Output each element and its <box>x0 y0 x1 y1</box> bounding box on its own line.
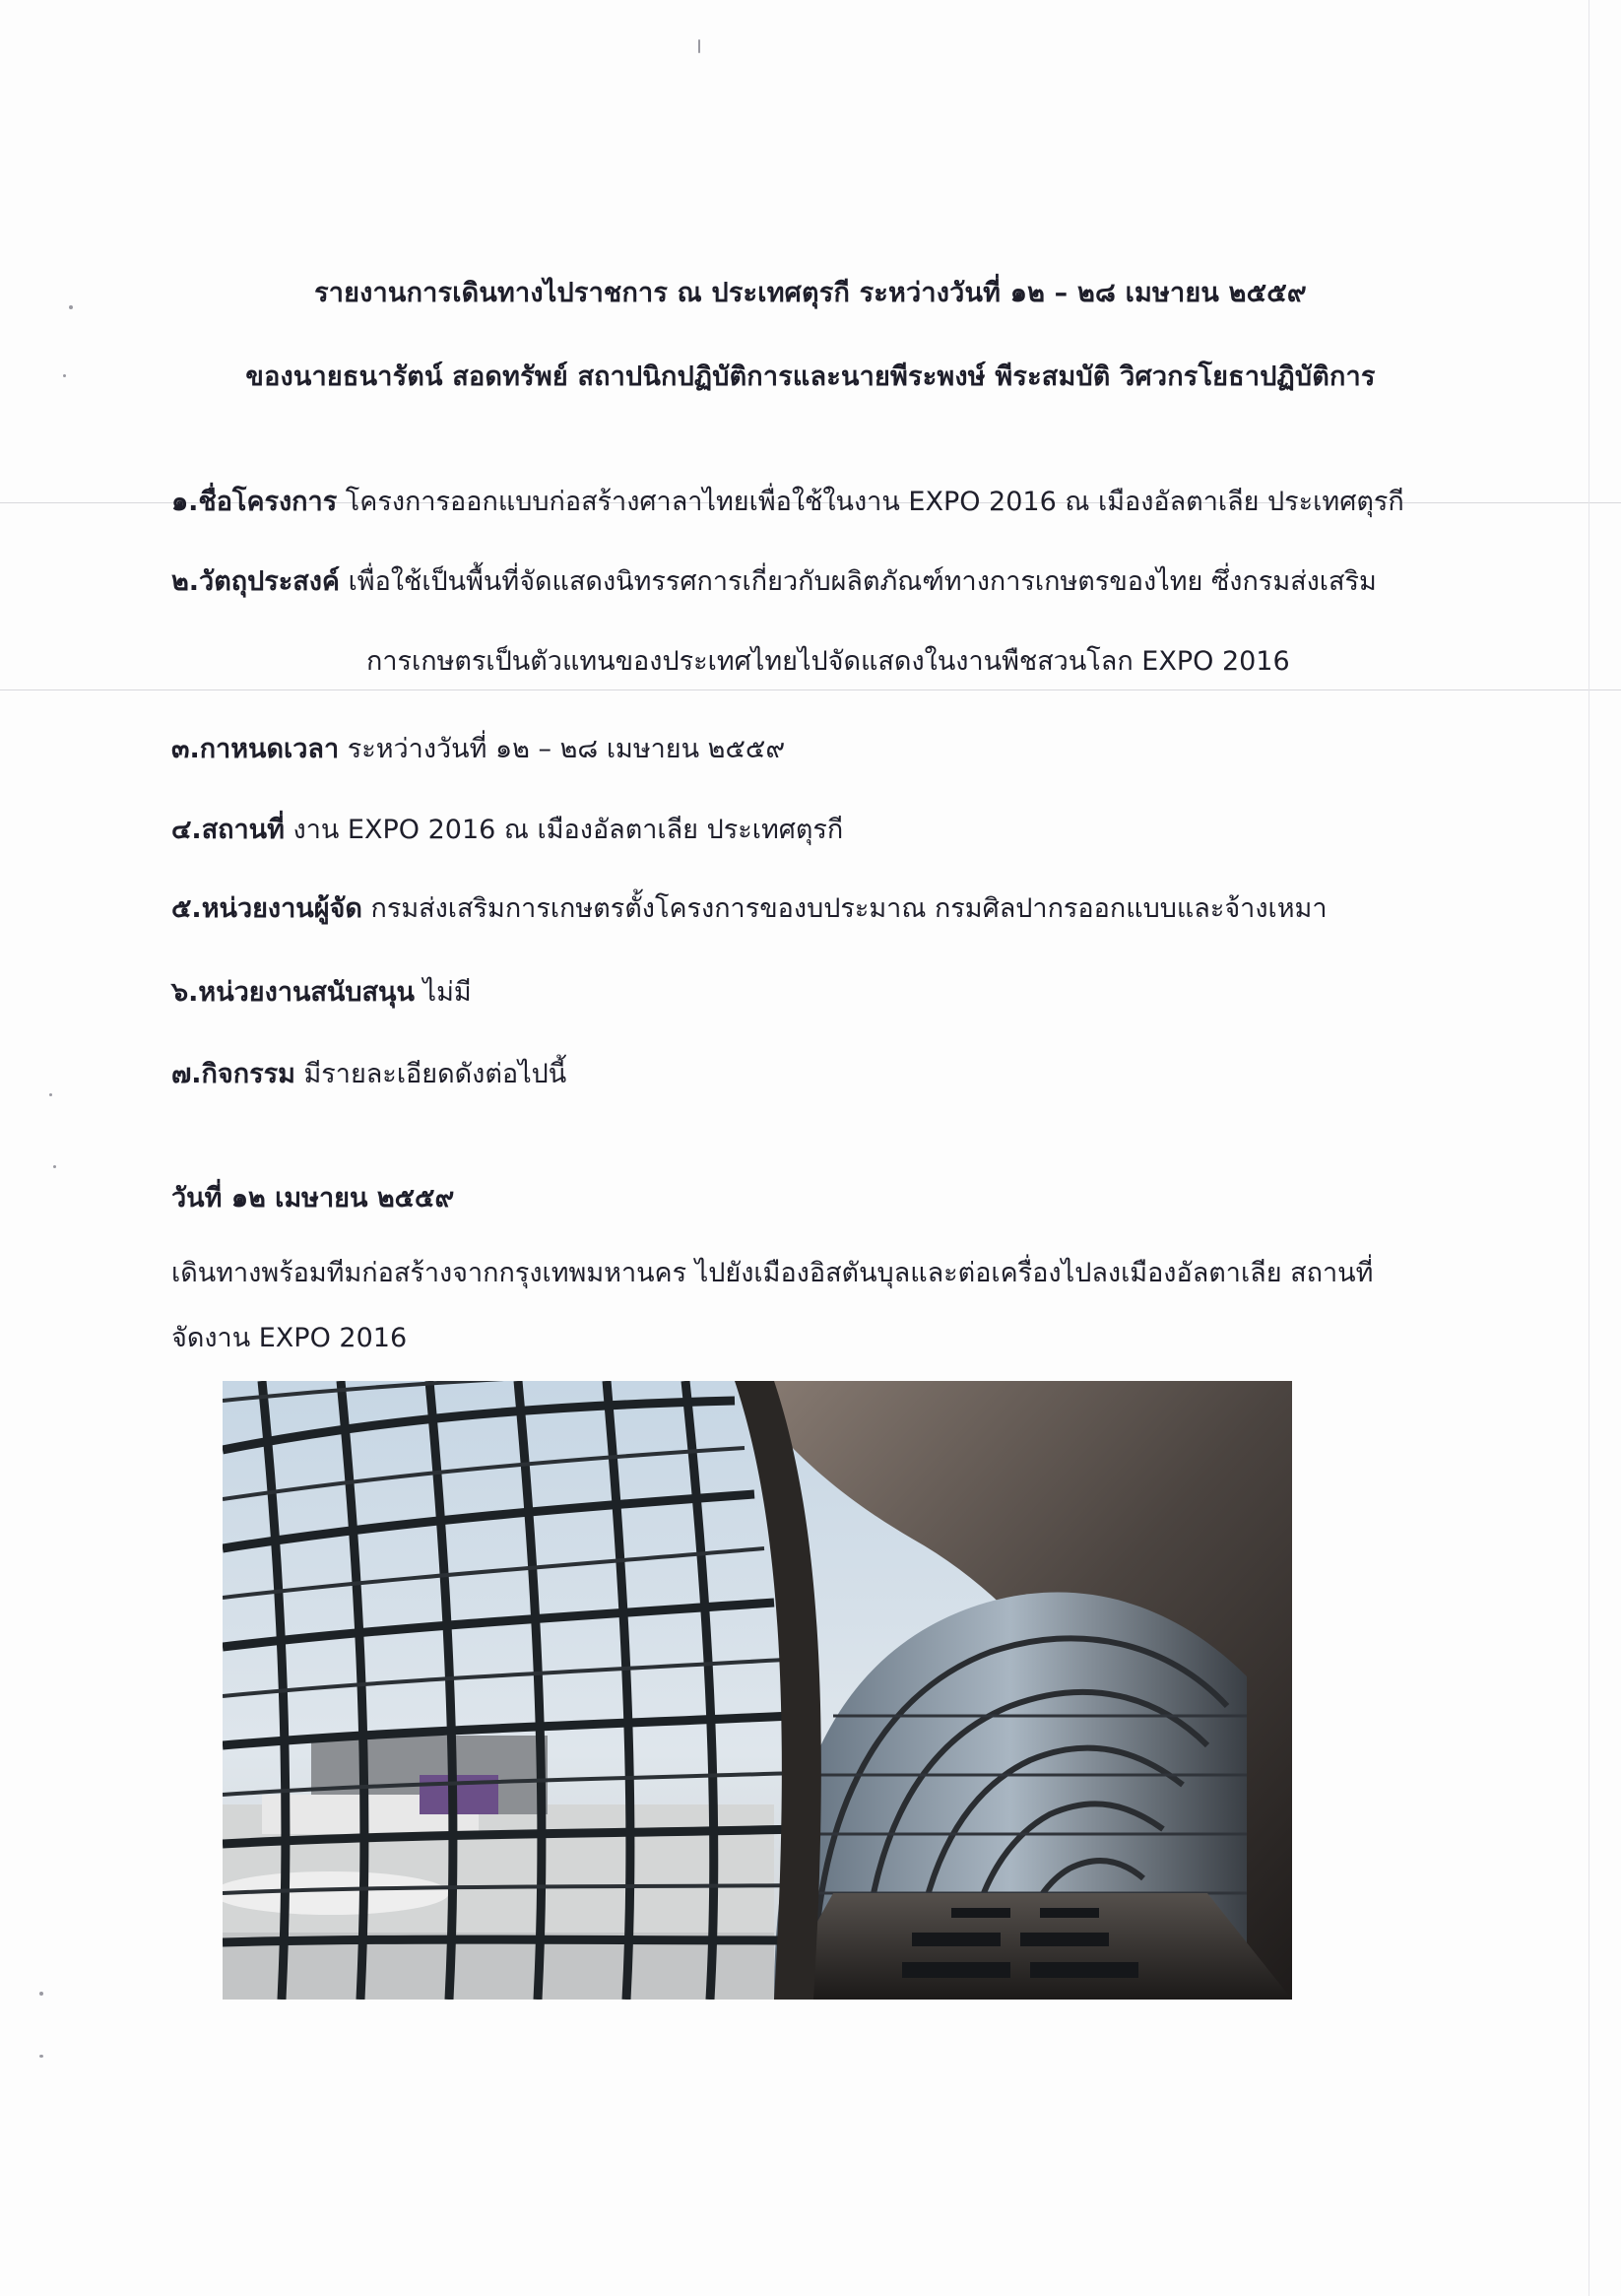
item-supporter <box>171 970 472 1013</box>
scan-speck <box>49 1093 52 1096</box>
item-text: มีรายละเอียดดังต่อไปนี้ <box>303 1059 567 1089</box>
scan-fold-line <box>0 689 1621 690</box>
report-subtitle: ของนายธนารัตน์ สอดทรัพย์ สถาปนิกปฏิบัติการและนายพีระพงษ์ พีระสมบัติ วิศวกรโยธาปฏิบัติการ <box>245 361 1376 392</box>
day-heading: วันที่ ๑๒ เมษายน ๒๕๕๙ <box>171 1183 455 1214</box>
item-label: ๕.หน่วยงานผู้จัด <box>171 893 362 924</box>
item-text: โครงการออกแบบก่อสร้างศาลาไทยเพื่อใช้ในงาน EXPO 2016 ณ เมืองอัลตาเลีย ประเทศตุรกี <box>345 487 1404 517</box>
item-text: งาน EXPO 2016 ณ เมืองอัลตาเลีย ประเทศตุรกี <box>292 815 844 845</box>
scan-speck <box>53 1165 56 1168</box>
scan-speck <box>39 1992 43 1996</box>
item-objective <box>171 559 1377 602</box>
item-activity <box>171 1052 566 1094</box>
item-label: ๔.สถานที่ <box>171 815 285 845</box>
item-label: ๑.ชื่อโครงการ <box>171 487 338 517</box>
day-description: เดินทางพร้อมทีมก่อสร้างจากกรุงเทพมหานคร ไปยังเมืองอิสตันบุลและต่อเครื่องไปลงเมืองอัลตาเลีย สถานที่จัดงาน EXPO 2016 <box>171 1258 1374 1353</box>
item-project-name <box>171 480 1404 522</box>
item-organizer <box>171 886 1328 929</box>
item-objective-continuation: การเกษตรเป็นตัวแทนของประเทศไทยไปจัดแสดงในงานพืชสวนโลก EXPO 2016 <box>366 646 1290 677</box>
scan-speck <box>698 39 700 53</box>
item-text: กรมส่งเสริมการเกษตรตั้งโครงการของบประมาณ กรมศิลปากรออกแบบและจ้างเหมา <box>370 893 1328 924</box>
item-label: ๗.กิจกรรม <box>171 1059 295 1089</box>
item-location <box>171 808 843 850</box>
item-text: ไม่มี <box>422 977 472 1008</box>
item-label: ๖.หน่วยงานสนับสนุน <box>171 977 415 1008</box>
report-title: รายงานการเดินทางไปราชการ ณ ประเทศตุรกี ระหว่างวันที่ ๑๒ – ๒๘ เมษายน ๒๕๕๙ <box>314 278 1307 308</box>
scan-speck <box>39 2055 43 2058</box>
item-text: เพื่อใช้เป็นพื้นที่จัดแสดงนิทรรศการเกี่ยวกับผลิตภัณฑ์ทางการเกษตรของไทย ซึ่งกรมส่งเสริม <box>348 566 1377 597</box>
item-label: ๒.วัตถุประสงค์ <box>171 566 340 597</box>
airport-terminal-photo <box>223 1381 1292 2000</box>
item-text: ระหว่างวันที่ ๑๒ – ๒๘ เมษายน ๒๕๕๙ <box>347 734 786 764</box>
item-label: ๓.กาหนดเวลา <box>171 734 340 764</box>
item-schedule <box>171 727 785 769</box>
